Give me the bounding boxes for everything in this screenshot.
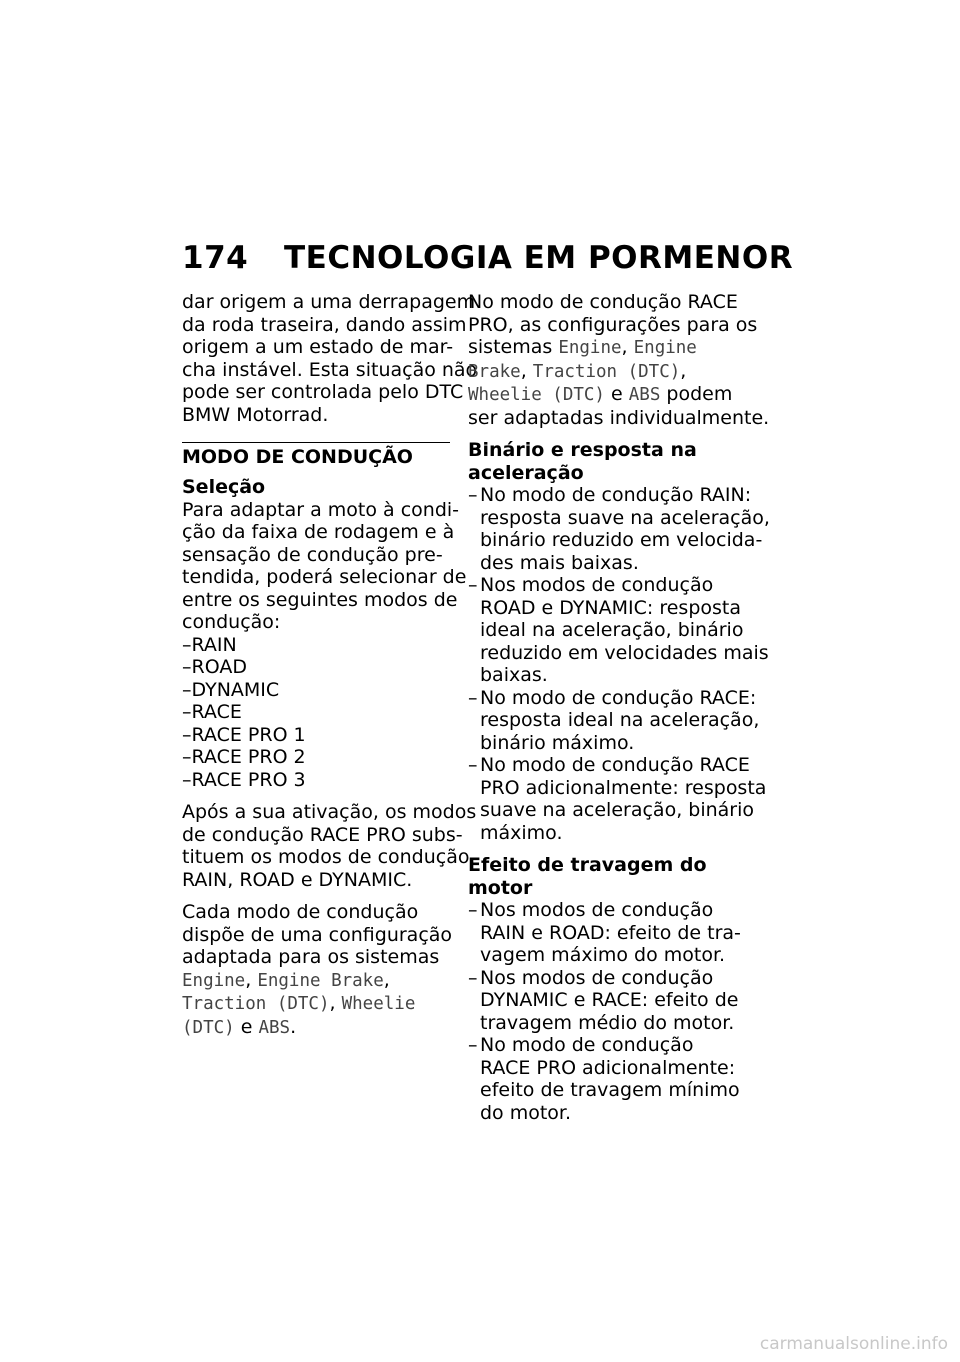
intro-line: dar origem a uma derrapagem [182, 291, 476, 313]
item-line: No modo de condução RACE [480, 754, 750, 776]
list-item [468, 754, 767, 844]
race-pro-text: podem [660, 383, 733, 405]
after-line: de condução RACE PRO subs- [182, 823, 463, 846]
separator: , [329, 992, 342, 1014]
item-line: ROAD e DYNAMIC: resposta [480, 596, 741, 619]
race-pro-text: sistemas [468, 336, 559, 358]
item-line: RAIN e ROAD: efeito de tra- [480, 921, 741, 944]
list-item [468, 967, 740, 1035]
selection-line: sensação de condução pre- [182, 543, 443, 566]
system-engine: Engine [182, 970, 246, 991]
separator: , [245, 968, 258, 991]
item-line: Nos modos de condução [480, 899, 714, 921]
system-wheelie-dtc: (DTC) [182, 1017, 235, 1038]
intro-line: origem a um estado de mar- [182, 336, 454, 358]
item-line: No modo de condução [480, 1034, 694, 1056]
page-title: TECNOLOGIA EM PORMENOR [284, 240, 794, 276]
item-line: efeito de travagem mínimo [480, 1079, 740, 1101]
separator: , [621, 336, 634, 358]
after-line: tituem os modos de condução [182, 846, 470, 868]
subheading-line: aceleração [468, 461, 584, 484]
watermark: carmanualsonline.info [759, 1334, 948, 1354]
list-item [468, 899, 740, 967]
item-line: RACE PRO adicionalmente: [480, 1056, 736, 1079]
page-number: 174 [182, 240, 249, 276]
race-pro-line [468, 383, 740, 407]
config-line: dispõe de uma configuração [182, 923, 453, 946]
system-engine-brake: Engine Brake [257, 970, 384, 991]
conjunction: e [234, 1015, 259, 1038]
dash-bullet: – [468, 574, 478, 596]
conjunction: e [604, 383, 629, 405]
separator: , [383, 968, 390, 991]
dash-bullet: – [468, 966, 478, 989]
item-line: PRO adicionalmente: resposta [480, 776, 767, 799]
dash-bullet: – [468, 1034, 478, 1056]
selection-line: Para adaptar a moto à condi- [182, 498, 460, 521]
item-line: resposta ideal na aceleração, [480, 709, 760, 731]
page-header [182, 240, 793, 276]
efeito-list [468, 899, 740, 1124]
race-pro-line: PRO, as configurações para os [468, 313, 758, 336]
list-item [468, 686, 760, 755]
selection-paragraph [182, 498, 467, 634]
mode-item: – RACE [182, 701, 450, 724]
system-engine: Engine [558, 338, 622, 358]
mode-item: – ROAD [182, 656, 450, 679]
left-column [182, 291, 478, 1049]
after-activation-paragraph [182, 801, 477, 891]
list-item [468, 1034, 740, 1124]
config-paragraph [182, 901, 453, 1039]
system-traction: Traction (DTC) [532, 361, 681, 382]
selection-line: tendida, poderá selecionar de [182, 566, 467, 588]
item-line: Nos modos de condução [480, 966, 714, 989]
item-line: ideal na aceleração, binário [480, 619, 744, 641]
item-line: No modo de condução RACE: [480, 686, 757, 709]
config-line [182, 969, 450, 993]
subheading-binario [468, 439, 740, 484]
race-pro-paragraph [468, 291, 770, 429]
mode-item: – RAIN [182, 634, 450, 657]
modes-list [182, 634, 450, 792]
selection-line: ção da faixa de rodagem e à [182, 521, 455, 543]
system-abs: ABS [628, 385, 661, 405]
system-abs: ABS [258, 1017, 291, 1038]
system-wheelie: Wheelie [341, 994, 416, 1014]
item-line: binário reduzido em velocida- [480, 529, 763, 551]
dash-bullet: – [468, 484, 478, 506]
list-item [468, 484, 770, 574]
intro-line: pode ser controlada pelo DTC [182, 381, 464, 403]
dash-bullet: – [468, 899, 478, 921]
config-line: Cada modo de condução [182, 901, 419, 923]
config-line: adaptada para os sistemas [182, 946, 440, 968]
binario-list [468, 484, 770, 844]
race-pro-line [468, 360, 740, 384]
intro-line: BMW Motorrad. [182, 403, 329, 426]
system-engine-brake-1: Engine [633, 338, 697, 358]
intro-line: cha instável. Esta situação não [182, 358, 478, 381]
right-column [468, 291, 770, 1134]
dash-bullet: – [468, 686, 478, 709]
race-pro-line: No modo de condução RACE [468, 291, 738, 313]
selection-line: condução: [182, 611, 281, 633]
item-line: suave na aceleração, binário [480, 799, 755, 821]
item-line: travagem médio do motor. [480, 1011, 735, 1034]
item-line: DYNAMIC e RACE: efeito de [480, 989, 739, 1011]
system-engine-brake-2: Brake [468, 361, 521, 382]
mode-item: – DYNAMIC [182, 679, 450, 702]
subheading-line: Binário e resposta na [468, 439, 697, 461]
list-item [468, 574, 769, 687]
item-line: Nos modos de condução [480, 574, 714, 596]
intro-paragraph [182, 291, 478, 426]
subheading-selecao: Seleção [182, 476, 266, 498]
mode-item: – RACE PRO 3 [182, 769, 450, 792]
after-line: RAIN, ROAD e DYNAMIC. [182, 868, 413, 891]
system-wheelie: Wheelie (DTC) [468, 385, 605, 405]
separator: , [680, 359, 687, 382]
intro-line: da roda traseira, dando assim [182, 313, 467, 336]
race-pro-line [468, 336, 740, 360]
item-line: vagem máximo do motor. [480, 944, 726, 966]
race-pro-line: ser adaptadas individualmente. [468, 406, 770, 429]
system-traction: Traction (DTC) [182, 994, 330, 1014]
subheading-efeito: Efeito de travagem do motor [468, 854, 707, 899]
mode-item: – RACE PRO 2 [182, 746, 450, 769]
item-line: do motor. [480, 1101, 572, 1124]
item-line: No modo de condução RAIN: [480, 484, 752, 506]
period: . [290, 1015, 297, 1038]
item-line: des mais baixas. [480, 551, 639, 574]
item-line: reduzido em velocidades mais [480, 641, 769, 664]
item-line: resposta suave na aceleração, [480, 506, 770, 529]
item-line: máximo. [480, 821, 563, 844]
section-title-modo-conducao: MODO DE CONDUÇÃO [182, 442, 450, 468]
separator: , [520, 359, 533, 382]
dash-bullet: – [468, 754, 478, 776]
item-line: baixas. [480, 664, 548, 686]
item-line: binário máximo. [480, 731, 635, 754]
config-line [182, 1016, 450, 1040]
config-line [182, 992, 450, 1016]
selection-line: entre os seguintes modos de [182, 588, 458, 611]
mode-item: – RACE PRO 1 [182, 724, 450, 747]
after-line: Após a sua ativação, os modos [182, 801, 477, 823]
